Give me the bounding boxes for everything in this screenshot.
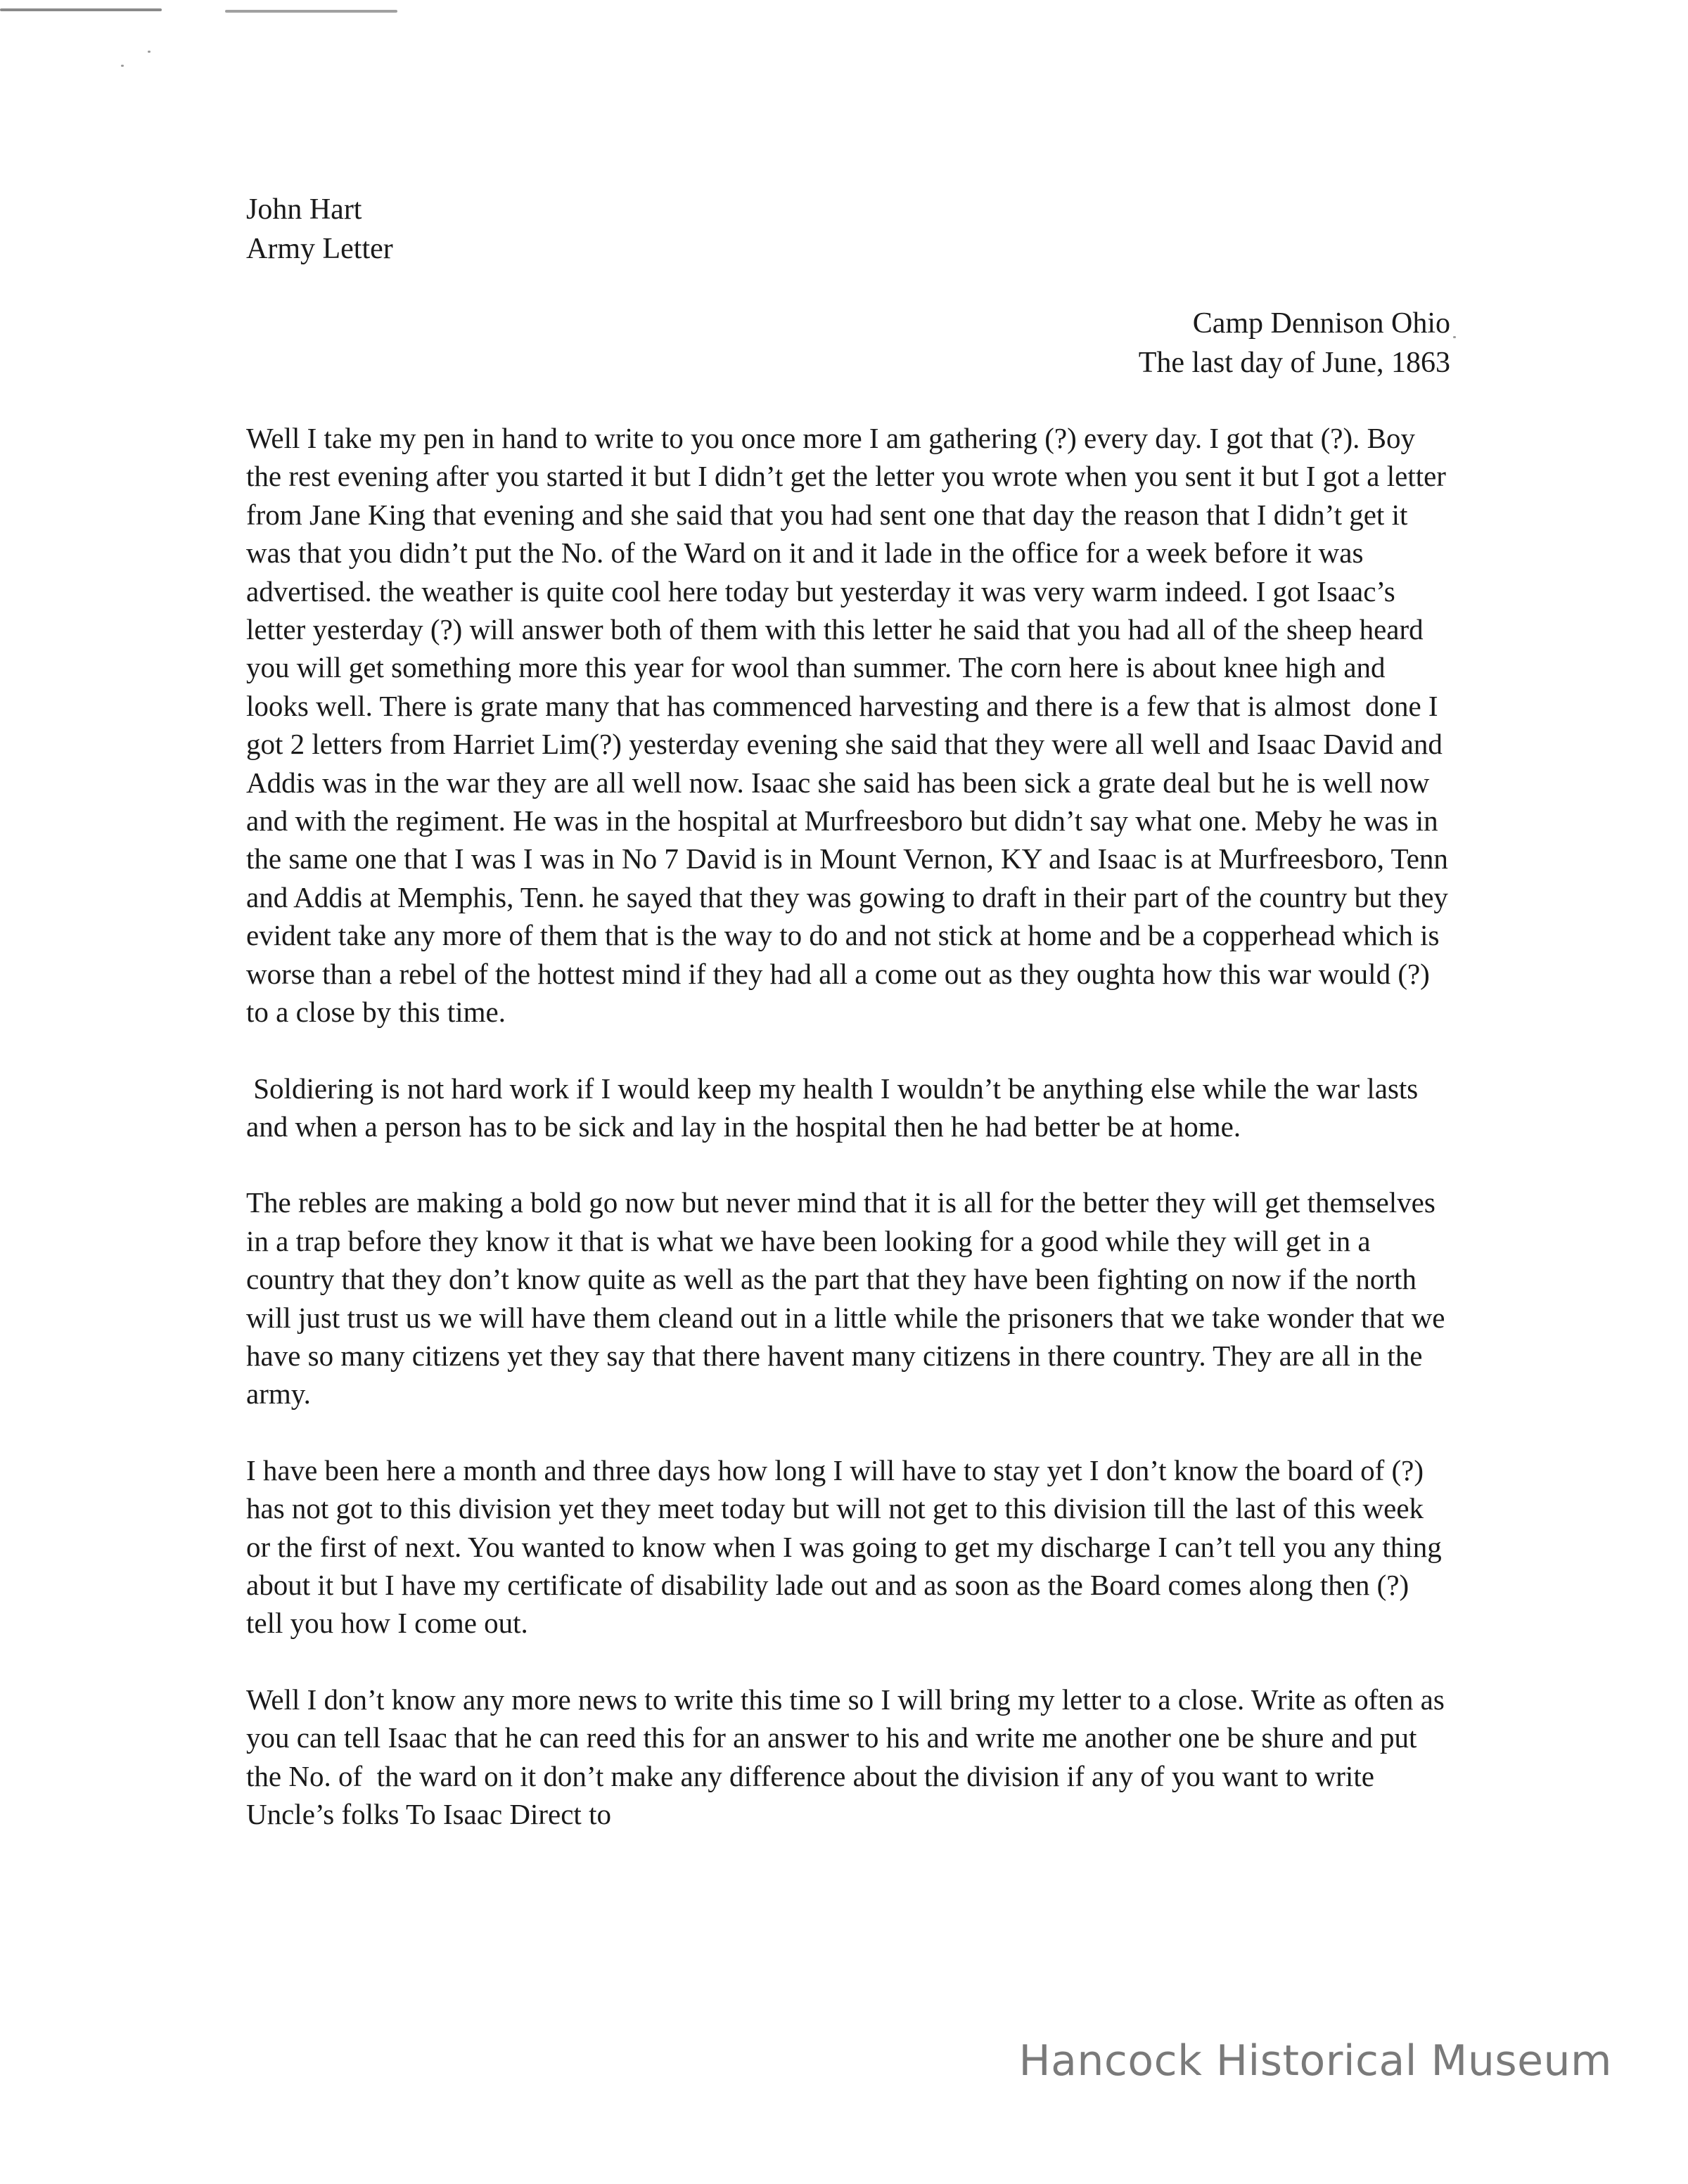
letter-paragraph: Well I take my pen in hand to write to you once more I am gathering (?) every day. I got that (?). Boy the rest evening after you started it but I didn’t get the letter you wrote when you sent it but I got a letter from Jane King that evening and she said that you had sent one that day the reason that I didn’t get it was that you didn’t put the No. of the Ward on it and it lade in the office for a week before it was advertised. the weather is quite cool here today but yesterday it was very warm indeed. I got Isaac’s letter yesterday (?) will answer both of them with this letter he said that you had all of the sheep heard you will get something more this year for wool than summer. The corn here is about knee high and looks well. There is grate many that has commenced harvesting and there is a few that is almost done I got 2 letters from Harriet Lim(?) yesterday evening she said that they were all well and Isaac David and Addis was in the war they are all well now. Isaac she said has been sick a grate deal but he is well now and with the regiment. He was in the hospital at Murfreesboro but didn’t say what one. Meby he was in the same one that I was I was in No 7 David is in Mount Vernon, KY and Isaac is at Murfreesboro, Tenn and Addis at Memphis, Tenn. he sayed that they was gowing to draft in their part of the country but they evident take any more of them that is the way to do and not stick at home and be a copperhead which is worse than a rebel of the hottest mind if they had all a come out as they oughta how this war would (?) to a close by this time. xyxy=(246,422,1456,1029)
scan-speck xyxy=(1453,336,1456,338)
document-subtitle: Army Letter xyxy=(246,233,393,265)
letter-paragraph: I have been here a month and three days how long I will have to stay yet I don’t know the board of (?) has not got to this division yet they meet today but will not get to this division till the last of this week or the first of next. You wanted to know when I was going to get my discharge I can’t tell you any thing about it but I have my certificate of disability lade out and as soon as the Board comes along then (?) tell you how I come out. xyxy=(246,1453,1449,1640)
letter-date: The last day of June, 1863 xyxy=(1138,347,1450,379)
letter-header xyxy=(246,190,393,269)
museum-watermark: Hancock Historical Museum xyxy=(1018,2036,1612,2086)
author-name: John Hart xyxy=(246,193,362,226)
letter-place: Camp Dennison Ohio xyxy=(1192,307,1450,340)
scan-speck xyxy=(121,65,124,67)
dateline xyxy=(1139,304,1450,383)
scan-speck xyxy=(148,51,151,53)
scan-edge-mark xyxy=(0,8,162,11)
scan-edge-mark xyxy=(225,10,397,13)
letter-paragraph: Well I don’t know any more news to write this time so I will bring my letter to a close. Write as often as you can tell Isaac that he can reed this for an answer to his and write me another one be shure and put the No. of the ward on it don’t make any difference about the division if any of you want to write Uncle’s folks To Isaac Direct to xyxy=(246,1683,1452,1830)
letter-body xyxy=(246,419,1456,1871)
letter-paragraph: The rebles are making a bold go now but never mind that it is all for the better they will get themselves in a trap before they know it that is what we have been looking for a good while they will get in a country that they don’t know quite as well as the part that they have been fighting on now if the north will just trust us we will have them cleand out in a little while the prisoners that we take wonder that we have so many citizens yet they say that there havent many citizens in there country. They are all in the army. xyxy=(246,1186,1452,1411)
letter-paragraph: Soldiering is not hard work if I would keep my health I wouldn’t be anything else while the war lasts and when a person has to be sick and lay in the hospital then he had better be at home. xyxy=(246,1072,1426,1143)
